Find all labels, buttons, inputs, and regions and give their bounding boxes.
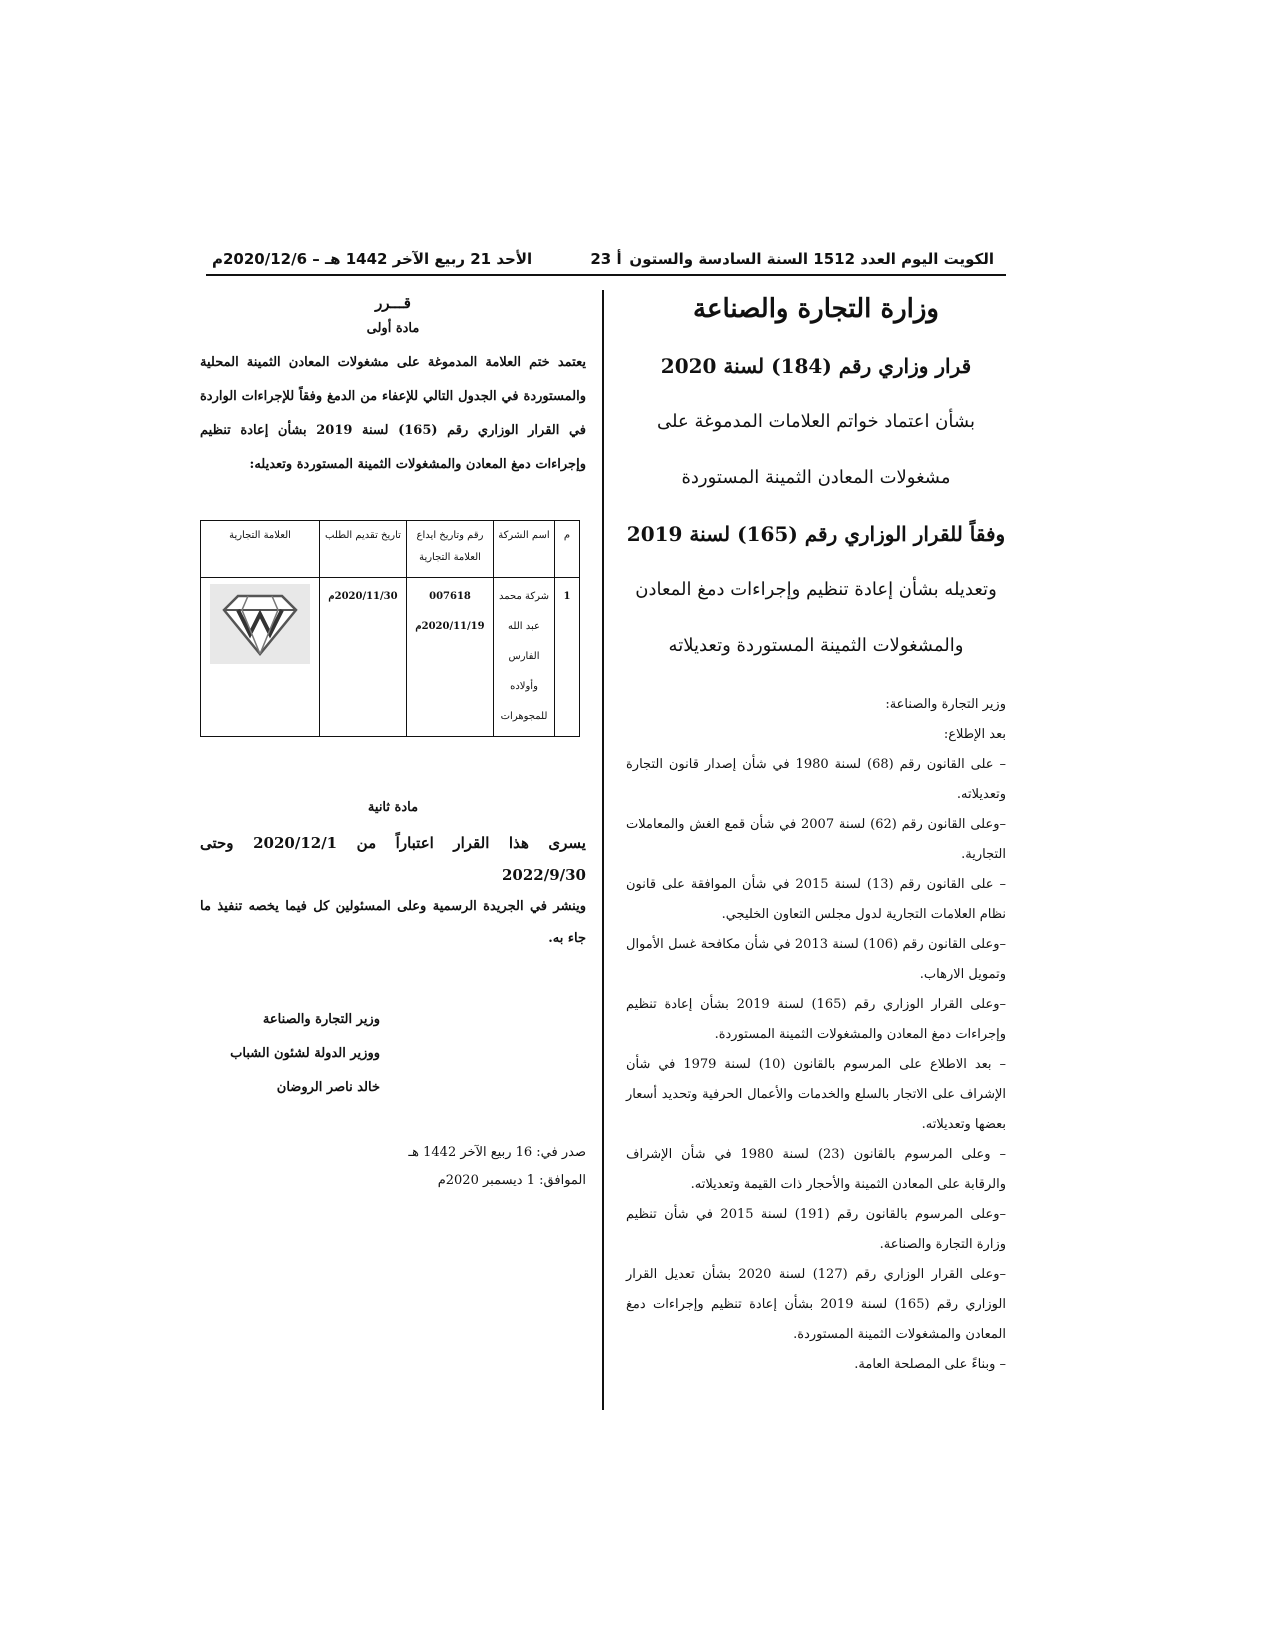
preamble-clause: –وعلى المرسوم بالقانون رقم (191) لسنة 2015 في شأن تنظيم وزارة التجارة والصناعة. — [626, 1207, 1006, 1252]
publication-info: الكويت اليوم العدد 1512 السنة السادسة والستون — [629, 250, 994, 268]
issue-date: الأحد 21 ربيع الآخر 1442 هـ – 2020/12/6م — [212, 250, 533, 268]
article-1-text: يعتمد ختم العلامة المدموغة على مشغولات المعادن الثمينة المحلية والمستوردة في الجدول التالي للإعفاء من الدمغ وفقاً للإجراءات الواردة في القرار الوزاري رقم (165) لسنة 2019 بشأن إعادة تنظيم وإجراءات دمغ المعادن والمشغولات الثمينة المستوردة وتعديله: — [200, 355, 586, 472]
table-header: اسم الشركة — [494, 521, 555, 578]
diamond-logo-icon — [210, 584, 310, 664]
issued-date-gregorian: الموافق: 1 ديسمبر 2020م — [437, 1173, 586, 1188]
preamble-clause: –وعلى القانون رقم (106) لسنة 2013 في شأن مكافحة غسل الأموال وتمويل الارهاب. — [626, 937, 1007, 982]
signature-line: ووزير الدولة لشئون الشباب — [230, 1046, 380, 1061]
table-header: العلامة التجارية — [201, 521, 320, 578]
preamble-clause: – بعد الاطلاع على المرسوم بالقانون (10) لسنة 1979 في شأن الإشراف على الاتجار بالسلع والخدمات والأعمال الحرفية وتحديد أسعار بعضها وتعديلاته. — [626, 1057, 1006, 1132]
decision-subject-line: وتعديله بشأن إعادة تنظيم وإجراءات دمغ المعادن — [635, 579, 997, 600]
decision-subject-line: بشأن اعتماد خواتم العلامات المدموغة على — [657, 411, 975, 432]
left-column — [200, 290, 586, 1195]
preamble-clause: – على القانون رقم (68) لسنة 1980 في شأن إصدار قانون التجارة وتعديلاته. — [626, 757, 1006, 802]
registration-number: 007618 — [429, 591, 471, 602]
preamble-clause: – وعلى المرسوم بالقانون (23) لسنة 1980 في شأن الإشراف والرقابة على المعادن الثمينة والأحجار ذات القيمة وتعديلاته. — [626, 1147, 1007, 1192]
article-1-heading: مادة أولى — [366, 321, 420, 336]
article-2-heading: مادة ثانية — [367, 800, 419, 815]
page-number: أ 23 — [590, 250, 622, 268]
preamble-clause: –وعلى القرار الوزاري رقم (165) لسنة 2019 بشأن إعادة تنظيم وإجراءات دمغ المعادن والمشغولات الثمينة المستوردة. — [626, 997, 1006, 1042]
row-number: 1 — [555, 578, 580, 737]
request-date: 2020/11/30م — [320, 578, 407, 737]
preamble-after: بعد الإطلاع: — [943, 727, 1006, 742]
decision-subject-line: والمشغولات الثمينة المستوردة وتعديلاته — [668, 635, 964, 656]
preamble-clause: – على القانون رقم (13) لسنة 2015 في شأن الموافقة على قانون نظام العلامات التجارية لدول مجلس التعاون الخليجي. — [626, 877, 1006, 922]
preamble-clause: –وعلى القانون رقم (62) لسنة 2007 في شأن قمع الغش والمعاملات التجارية. — [626, 817, 1006, 862]
page-header — [206, 246, 1006, 276]
table-row — [201, 578, 580, 737]
table-header: رقم وتاريخ ايداع العلامة التجارية — [407, 521, 494, 578]
table-header: م — [555, 521, 580, 578]
decision-heading: قـــرر — [375, 294, 411, 312]
preamble — [626, 690, 1006, 1380]
trademark-table — [200, 520, 580, 737]
article-2-line: وينشر في الجريدة الرسمية وعلى المسئولين كل فيما يخصه تنفيذ ما جاء به. — [200, 899, 586, 946]
decision-subject-line: مشغولات المعادن الثمينة المستوردة — [681, 467, 951, 488]
company-name: شركة محمد عبد الله الفارس وأولاده للمجوهرات — [494, 578, 555, 737]
table-header: تاريخ تقديم الطلب — [320, 521, 407, 578]
preamble-clause: – وبناءً على المصلحة العامة. — [854, 1357, 1006, 1372]
table-header-row — [201, 521, 580, 578]
decision-subject-line: وفقاً للقرار الوزاري رقم (165) لسنة 2019 — [626, 522, 1006, 546]
signature-block — [200, 1003, 380, 1105]
right-column — [626, 290, 1006, 1380]
issue-block — [200, 1139, 586, 1195]
preamble-clause: –وعلى القرار الوزاري رقم (127) لسنة 2020 بشأن تعديل القرار الوزاري رقم (165) لسنة 2019 بشأن إعادة تنظيم وإجراءات دمغ المعادن والمشغولات الثمينة المستوردة. — [626, 1267, 1006, 1342]
registration-date: 2020/11/19م — [415, 621, 485, 632]
decision-title: قرار وزاري رقم (184) لسنة 2020 — [660, 354, 972, 378]
registration-cell — [407, 578, 494, 737]
column-divider — [602, 290, 604, 1410]
signature-name: خالد ناصر الروضان — [276, 1080, 380, 1095]
trademark-cell — [201, 578, 320, 737]
issued-date-hijri: صدر في: 16 ربيع الآخر 1442 هـ — [408, 1145, 586, 1160]
ministry-title: وزارة التجارة والصناعة — [693, 294, 939, 324]
signature-line: وزير التجارة والصناعة — [262, 1012, 380, 1027]
article-2-line: يسرى هذا القرار اعتباراً من 2020/12/1 وحتى 2022/9/30 — [200, 834, 586, 884]
preamble-intro: وزير التجارة والصناعة: — [885, 697, 1006, 712]
